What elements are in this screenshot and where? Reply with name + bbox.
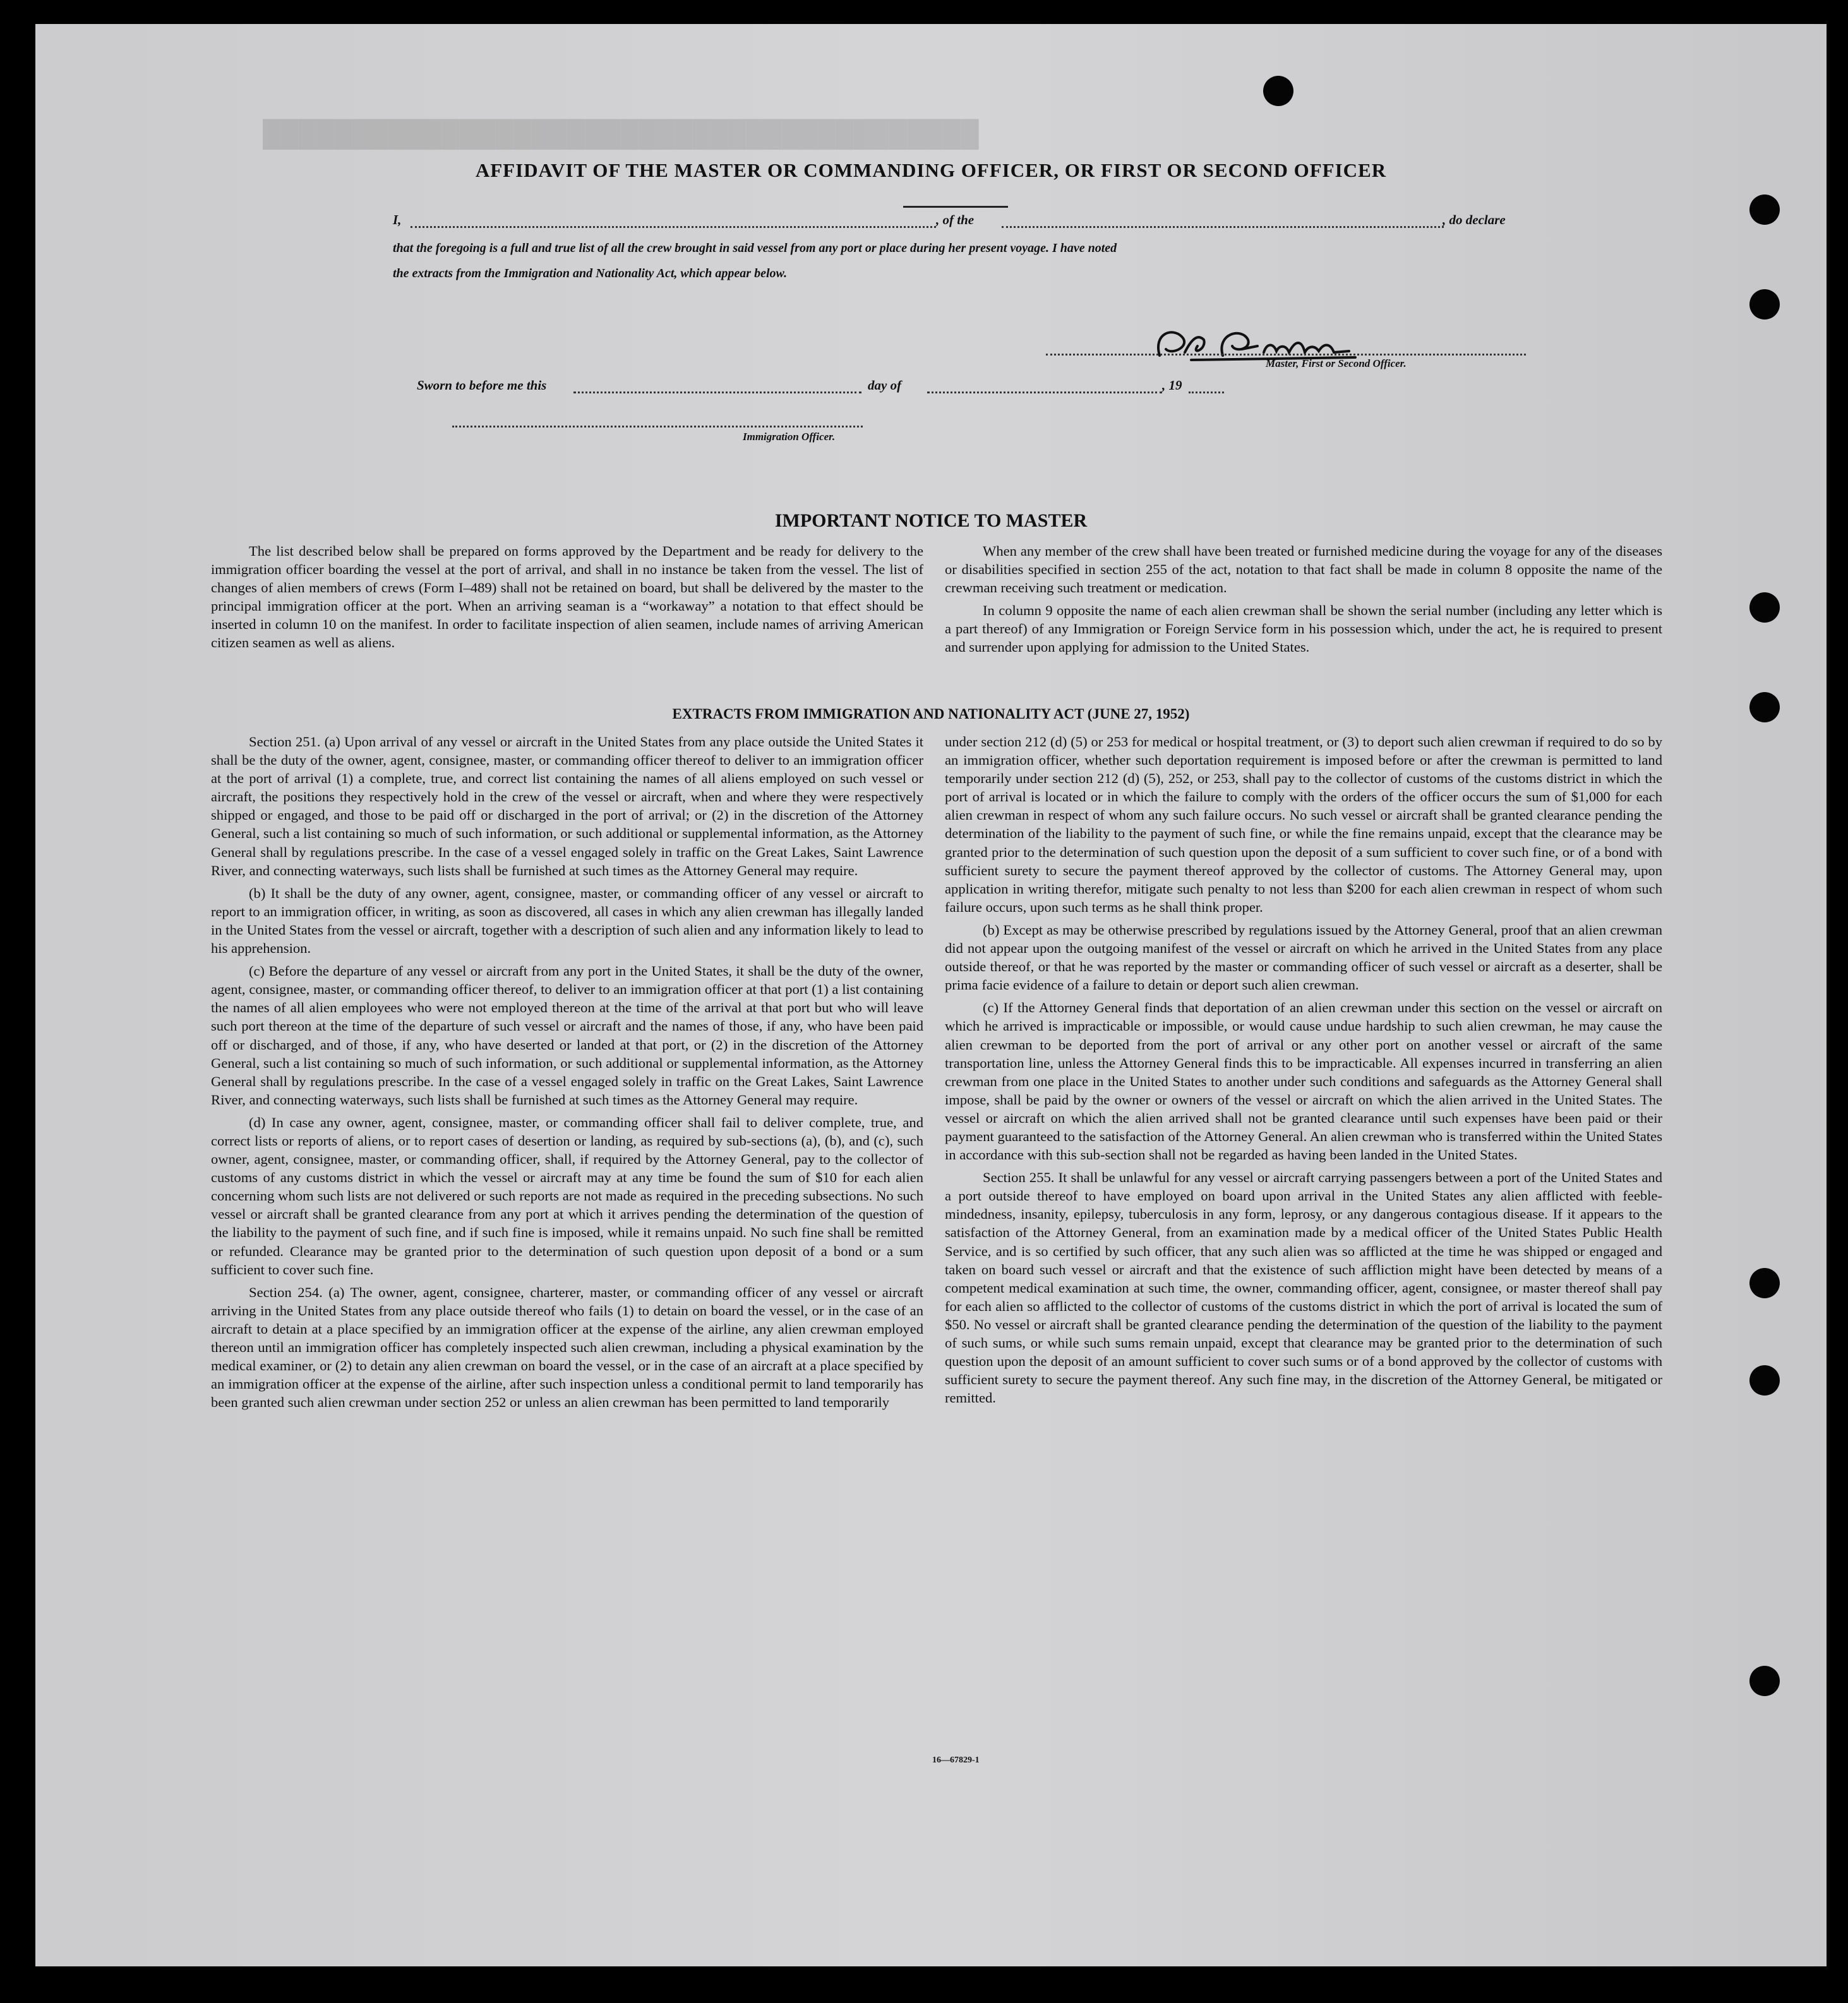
notice-right-column <box>945 542 1662 661</box>
sworn-year-field[interactable] <box>1189 392 1224 393</box>
document-page <box>35 24 1827 1966</box>
act-paragraph: Section 255. It shall be unlawful for any vessel or aircraft carrying passengers between a port of the United States and a port outside thereof to have employed on board upon arrival in the United States any alien afflicted with feeble-mindedness, insanity, epilepsy, tuberculosis in any form, leprosy, or any dangerous contagious disease. If it appears to the satisfaction of the Attorney General, from an examination made by a medical officer of the United States Public Health Service, and is so certified by such officer, that any such alien was so afflicted at the time he was shipped or engaged and taken on board such vessel or aircraft and that the existence of such affliction might have been detected by means of a competent medical examination at such time, the owner, commanding officer, agent, consignee, or master thereof shall pay for each alien so afflicted to the collector of customs of the customs district in which the port of arrival is located the sum of $50. No vessel or aircraft shall be granted clearance pending the determination of the question of the liability to the payment of such sums, or while such sums remain unpaid, except that clearance may be granted prior to the determination of such question upon the deposit of an amount sufficient to cover such sums or of a bond approved by the collector of customs with sufficient surety to secure the payment thereof. Any such fine may, in the discretion of the Attorney General, be mitigated or remitted. <box>945 1169 1662 1406</box>
year-prefix-label: , 19 <box>1162 378 1182 393</box>
extracts-right-column <box>945 732 1662 1411</box>
day-of-label: day of <box>868 378 902 393</box>
punch-hole <box>1749 592 1780 623</box>
act-paragraph: Section 254. (a) The owner, agent, consignee, charterer, master, or commanding officer of any vessel or aircraft arriving in the United States from any place outside thereof who fails (1) to detain on board the vessel, or in the case of an aircraft to detain at a place specified by an immigration officer at the expense of the airline, any alien crewman employed thereon until an immigration officer has completely inspected such alien crewman, including a physical examination by the medical examiner, or (2) to detain any alien crewman on board the vessel, or in the case of an aircraft at a place specified by an immigration officer at the expense of the airline, after such inspection unless a conditional permit to land temporarily has been granted such alien crewman under section 252 or unless an alien crewman has been permitted to land temporarily <box>211 1284 923 1411</box>
act-paragraph: (c) If the Attorney General finds that deportation of an alien crewman under this section on the vessel or aircraft on which he arrived is impracticable or impossible, or would cause undue hardship to such alien crewman, he may cause the alien crewman to be deported from the port of arrival or any other port on another vessel or aircraft of the same transportation line, unless the Attorney General finds this to be impracticable. All expenses incurred in transferring an alien crewman from one place in the United States to another under such conditions and safeguards as the Attorney General shall impose, shall be paid by the owner or owners of the vessel or aircraft on which the alien arrived in the United States. The vessel or aircraft on which the alien arrived shall not be granted clearance until such expenses have been paid or their payment guaranteed to the satisfaction of the Attorney General. An alien crewman who is transferred within the United States in accordance with this sub-section shall not be regarded as having been landed in the United States. <box>945 1000 1662 1163</box>
act-paragraph: (b) It shall be the duty of any owner, agent, consignee, master, or commanding officer of any vessel or aircraft to report to an immigration officer, in writing, as soon as discovered, all cases in which any alien crewman has illegally landed in the United States from the vessel or aircraft, together with a description of such alien and any information likely to lead to his apprehension. <box>211 885 923 957</box>
extracts-left-column <box>211 732 923 1416</box>
punch-hole <box>1749 289 1780 320</box>
affidavit-of-the-label: , of the <box>936 212 975 227</box>
notice-paragraph: In column 9 opposite the name of each alien crewman shall be shown the serial number (including any letter which is a part thereof) of any Immigration or Foreign Service form in his possession which, under the act, he is required to present and surrender upon applying for admission to the United States. <box>945 602 1662 655</box>
punch-hole <box>1263 76 1293 106</box>
signature-line <box>1046 354 1526 356</box>
act-paragraph: under section 212 (d) (5) or 253 for medical or hospital treatment, or (3) to deport such alien crewman if required to do so by an immigration officer, whether such deportation requirement is imposed before or after the crewman is permitted to land temporarily under section 212 (d) (5), 252, or 253, shall pay to the collector of customs of the customs district in which the port of arrival is located or in which the failure to comply with the orders of the officer occurs the sum of $1,000 for each alien crewman in respect of whom any such failure occurs. No such vessel or aircraft shall be granted clearance pending the determination of the liability to the payment of such fine, or while the fine remains unpaid, except that the clearance may be granted prior to the determination of such question upon the deposit of a sum sufficient to cover such fine, or of a bond with sufficient surety to secure the payment thereof approved by the collector of customs. The Attorney General may, upon application in writing therefor, mitigate such penalty to not less than $200 for each alien crewman in respect of whom such failure occurs, upon such terms as he shall think proper. <box>945 734 1662 915</box>
act-paragraph: Section 251. (a) Upon arrival of any vessel or aircraft in the United States from any place outside the United States it shall be the duty of the owner, agent, consignee, master, or commanding officer thereof to deliver to an immigration officer at the port of arrival (1) a complete, true, and correct list containing the names of all aliens employed on such vessel or aircraft, the positions they respectively hold in the crew of the vessel or aircraft, when and where they were respectively shipped or engaged, and those to be paid off or discharged in the port of arrival; or (2) in the discretion of the Attorney General, such a list containing so much of such information, or such additional or supplemental information, as the Attorney General shall by regulations prescribe. In the case of a vessel engaged solely in traffic on the Great Lakes, Saint Lawrence River, and connecting waterways, such lists shall be furnished at such times as the Attorney General may require. <box>211 734 923 878</box>
affidavit-i-label: I, <box>393 212 402 227</box>
sworn-day-field[interactable] <box>573 392 861 393</box>
affidavit-do-declare-label: , do declare <box>1443 212 1506 227</box>
act-paragraph: (d) In case any owner, agent, consignee, master, or commanding officer shall fail to deliver complete, true, and correct lists or reports of aliens, or to report cases of desertion or landing, as required by sub-sections (a), (b), and (c), such owner, agent, consignee, master, or commanding officer, shall, if required by the Attorney General, pay to the collector of customs of any customs district in which the vessel or aircraft may at any time be found the sum of $10 for each alien concerning whom such lists are not delivered or such reports are not made as required in the preceding subsections. No such vessel or aircraft shall be granted clearance from any port at which it arrives pending the determination of the question of the liability to the payment of such fine, and if such fine is imposed, while it remains unpaid. No such fine shall be remitted or refunded. Clearance may be granted prior to the determination of such question upon deposit of a bond or a sum sufficient to cover such fine. <box>211 1114 923 1277</box>
punch-hole <box>1749 194 1780 225</box>
extracts-heading: EXTRACTS FROM IMMIGRATION AND NATIONALITY ACT (JUNE 27, 1952) <box>672 706 1190 722</box>
bleed-through-text: ████████████████████████████████████████ <box>263 119 979 148</box>
notice-paragraph: The list described below shall be prepared on forms approved by the Department and be ready for delivery to the immigration officer boarding the vessel at the port of arrival, and shall in no instance be taken from the vessel. The list of changes of alien members of crews (Form I–489) shall not be retained on board, but shall be delivered by the master to the principal immigration officer at the port. When an arriving seaman is a “workaway” a notation to that effect should be inserted in column 10 on the manifest. In order to facilitate inspection of alien seamen, include names of arriving American citizen seamen as well as aliens. <box>211 543 923 651</box>
immigration-officer-caption: Immigration Officer. <box>743 431 836 443</box>
title-underline <box>903 206 1008 208</box>
sworn-month-field[interactable] <box>927 392 1162 393</box>
act-paragraph: (b) Except as may be otherwise prescribed by regulations issued by the Attorney General, proof that an alien crewman did not appear upon the outgoing manifest of the vessel or aircraft on which he arrived in the United States from any place outside thereof, or that he was reported by the master or commanding officer of such vessel or aircraft as a deserter, shall be prima facie evidence of a failure to detain or deport such alien crewman. <box>945 921 1662 993</box>
punch-hole <box>1749 1666 1780 1696</box>
notice-paragraph: When any member of the crew shall have been treated or furnished medicine during the voyage for any of the diseases or disabilities specified in section 255 of the act, notation to that fact shall be made in column 8 opposite the name of the crewman receiving such treatment or medication. <box>945 543 1662 596</box>
notice-heading: IMPORTANT NOTICE TO MASTER <box>774 510 1088 531</box>
signer-caption: Master, First or Second Officer. <box>1266 357 1407 369</box>
affidavit-statement-line: the extracts from the Immigration and Nationality Act, which appear below. <box>393 266 788 280</box>
act-paragraph: (c) Before the departure of any vessel or aircraft from any port in the United States, it shall be the duty of the owner, agent, consignee, master, or commanding officer thereof, to deliver to an immigration officer at that port (1) a list containing the names of all alien employees who were not employed thereon at the time of the arrival at that port but who will leave such port thereon at the time of the departure of such vessel or aircraft and the names of those, if any, who have been paid off or discharged, and of those, if any, who have deserted or landed at that port, or (2) in the discretion of the Attorney General, such a list containing so much of such information, or such additional or supplemental information, as the Attorney General shall by regulations prescribe. In the case of a vessel engaged solely in traffic on the Great Lakes, Saint Lawrence River, and connecting waterways, such lists shall be furnished at such times as the Attorney General may require. <box>211 963 923 1108</box>
vessel-name-field[interactable] <box>1002 226 1444 228</box>
punch-hole <box>1749 1268 1780 1298</box>
form-code: 16—67829-1 <box>932 1755 980 1765</box>
affidavit-statement-line: that the foregoing is a full and true list of all the crew brought in said vessel from any port or place during her present voyage. I have noted <box>393 241 1117 255</box>
notice-left-column <box>211 542 923 657</box>
punch-hole <box>1749 1365 1780 1396</box>
immigration-officer-signature-line[interactable] <box>452 426 863 428</box>
declarant-name-field[interactable] <box>411 226 936 228</box>
affidavit-title: AFFIDAVIT OF THE MASTER OR COMMANDING OFFICER, OR FIRST OR SECOND OFFICER <box>475 159 1387 181</box>
sworn-label: Sworn to before me this <box>417 378 547 393</box>
